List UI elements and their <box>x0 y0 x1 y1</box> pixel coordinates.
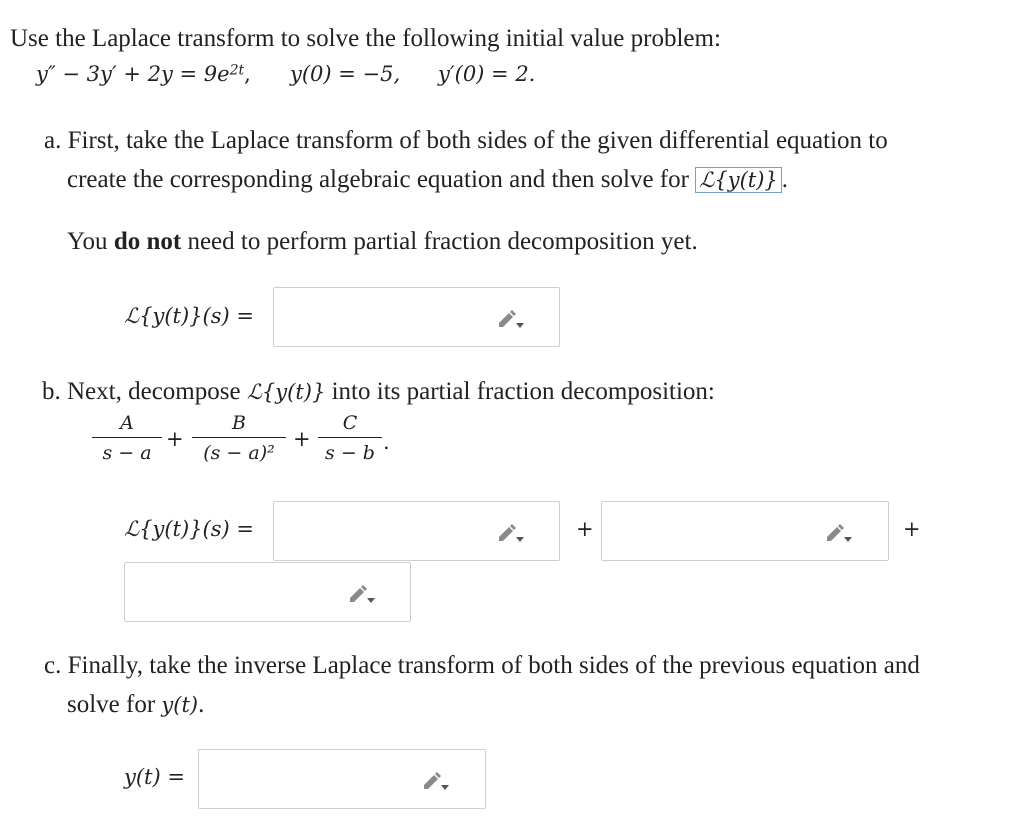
answer-input-term-1[interactable] <box>273 501 560 561</box>
part-a-note: You do not need to perform partial fraction decomposition yet. <box>67 228 698 255</box>
answer-input-term-2[interactable] <box>601 501 889 561</box>
part-c-instruction: c. Finally, take the inverse Laplace transform of both sides of the previous equation and <box>44 652 920 679</box>
problem-statement: Use the Laplace transform to solve the following initial value problem: <box>10 25 721 52</box>
plus-sign: + <box>293 427 311 451</box>
part-c-lhs: y(t) = <box>124 765 185 789</box>
fraction-a: A s − a <box>92 412 162 464</box>
part-a-instruction-line2: create the corresponding algebraic equation and then solve for ℒ{y(t)} . <box>67 166 789 193</box>
pencil-dropdown-icon[interactable] <box>496 522 526 544</box>
initial-condition-1: y(0) = −5, <box>290 62 401 86</box>
answer-input-laplace-y[interactable] <box>273 287 560 347</box>
part-b-instruction: b. Next, decompose ℒ{y(t)} into its partial fraction decomposition: <box>42 378 715 405</box>
pencil-dropdown-icon[interactable] <box>421 770 451 792</box>
pencil-dropdown-icon[interactable] <box>496 308 526 330</box>
plus-sign: + <box>576 517 594 541</box>
part-c-instruction-line2: solve for y(t). <box>67 691 205 718</box>
plus-sign: + <box>903 517 921 541</box>
part-b-lhs: ℒ{y(t)}(s) = <box>124 517 254 541</box>
fraction-c: C s − b <box>318 412 382 464</box>
period: . <box>383 430 390 454</box>
fraction-b: B (s − a)² <box>192 412 286 464</box>
ode-equation: $y'' - 3y' + 2y = 9e^{2t}$, <box>36 62 251 86</box>
answer-input-y-of-t[interactable] <box>198 749 486 809</box>
laplace-y-highlight: ℒ{y(t)} <box>695 167 782 193</box>
part-a-lhs: ℒ{y(t)}(s) = <box>124 304 254 328</box>
plus-sign: + <box>166 427 184 451</box>
part-a-instruction: a. First, take the Laplace transform of both sides of the given differential equation to <box>44 127 888 154</box>
initial-condition-2: y′(0) = 2. <box>438 62 536 86</box>
pencil-dropdown-icon[interactable] <box>824 522 854 544</box>
pencil-dropdown-icon[interactable] <box>347 583 377 605</box>
answer-input-term-3[interactable] <box>124 562 411 622</box>
